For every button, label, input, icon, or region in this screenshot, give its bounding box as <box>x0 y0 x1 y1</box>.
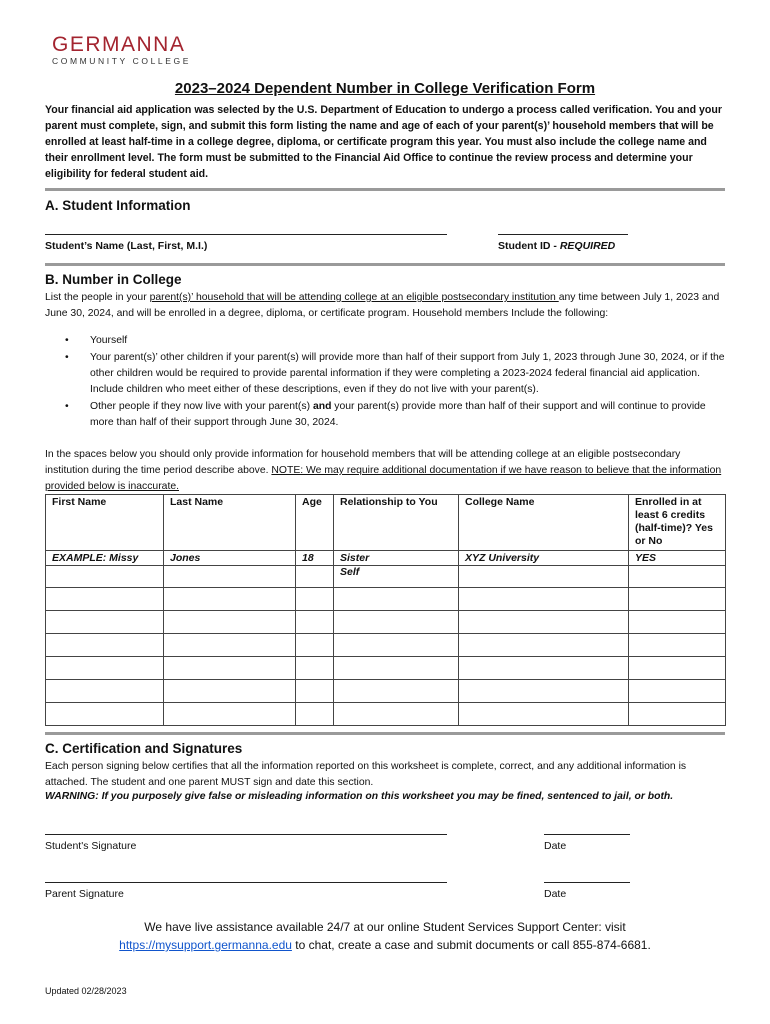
table-header-row <box>46 495 726 551</box>
table-cell[interactable] <box>334 657 459 680</box>
example-first: EXAMPLE: Missy <box>46 551 164 566</box>
table-cell[interactable] <box>459 588 629 611</box>
student-id-label <box>498 240 615 252</box>
table-cell[interactable] <box>459 634 629 657</box>
bullet3-bold: and <box>312 401 332 412</box>
table-row <box>46 634 726 657</box>
self-relationship: Self <box>334 566 459 588</box>
table-cell[interactable] <box>334 588 459 611</box>
table-cell[interactable] <box>164 703 296 726</box>
table-cell[interactable] <box>629 611 726 634</box>
list-item <box>65 399 725 431</box>
table-cell[interactable] <box>334 703 459 726</box>
example-enrolled: YES <box>629 551 726 566</box>
table-cell[interactable] <box>459 703 629 726</box>
list-item: • Your parent(s)’ other children if your parent(s) will provide more than half of their support from July 1, 2023 through June 30, 2024, or if the other children would be required to provide parental information if they were completing a 2023-2024 federal financial aid application. Include children who meet either of these descriptions, even if they do not live with your parent(s). <box>65 350 725 398</box>
table-cell[interactable] <box>164 657 296 680</box>
student-id-label-text: Student ID - <box>498 240 560 252</box>
table-cell[interactable] <box>629 566 726 588</box>
bullet3-post: your parent(s) provide more than half of their support and will continue to provide more than half of their support through June 30, 2024. <box>90 401 706 428</box>
parent-signature-line[interactable] <box>45 882 447 883</box>
table-cell[interactable] <box>296 588 334 611</box>
parent-date-line[interactable] <box>544 882 630 883</box>
student-name-label: Student’s Name (Last, First, M.I.) <box>45 240 208 252</box>
example-last: Jones <box>164 551 296 566</box>
table-row <box>46 703 726 726</box>
parent-date-label: Date <box>544 888 567 900</box>
table-cell[interactable] <box>334 634 459 657</box>
student-id-required: REQUIRED <box>559 240 616 252</box>
section-divider <box>45 188 725 191</box>
table-cell[interactable] <box>459 657 629 680</box>
section-c-heading: C. Certification and Signatures <box>45 741 243 756</box>
section-b-paragraph-1 <box>45 290 725 322</box>
student-id-line[interactable] <box>498 234 628 235</box>
table-cell[interactable] <box>334 611 459 634</box>
logo-name: GERMANNA <box>52 33 186 56</box>
table-cell[interactable] <box>164 566 296 588</box>
bullet3-pre: Other people if they now live with your parent(s) <box>90 401 313 412</box>
table-cell[interactable] <box>296 680 334 703</box>
table-cell[interactable] <box>296 634 334 657</box>
table-cell[interactable] <box>296 611 334 634</box>
example-relationship: Sister <box>334 551 459 566</box>
form-title: 2023–2024 Dependent Number in College Verification Form <box>174 80 596 97</box>
table-cell[interactable] <box>164 634 296 657</box>
student-signature-label: Student's Signature <box>45 840 137 852</box>
warning-text: WARNING: If you purposely give false or misleading information on this worksheet you may be fined, sentenced to jail, or both. <box>45 791 674 802</box>
parent-signature-label: Parent Signature <box>45 888 124 900</box>
student-name-line[interactable] <box>45 234 447 235</box>
table-cell[interactable] <box>629 588 726 611</box>
table-row <box>46 680 726 703</box>
table-cell[interactable] <box>459 680 629 703</box>
table-cell[interactable] <box>46 566 164 588</box>
table-cell[interactable] <box>46 703 164 726</box>
para2-note: NOTE: We may require additional documentation if we have reason to believe that the information provided below is inaccurate. <box>45 465 722 492</box>
section-a-heading: A. Student Information <box>45 198 191 213</box>
table-cell[interactable] <box>296 657 334 680</box>
student-date-line[interactable] <box>544 834 630 835</box>
example-college: XYZ University <box>459 551 629 566</box>
updated-date: Updated 02/28/2023 <box>45 986 127 996</box>
table-cell[interactable] <box>46 611 164 634</box>
col-relationship: Relationship to You <box>334 495 459 551</box>
table-cell[interactable] <box>459 611 629 634</box>
para1-post: any time between July 1, 2023 and June 30, 2024, and will be enrolled in a degree, diploma, or certificate program. Household members Include the following: <box>45 292 720 319</box>
table-row <box>46 657 726 680</box>
col-college-name: College Name <box>459 495 629 551</box>
table-cell[interactable] <box>46 680 164 703</box>
table-cell[interactable] <box>46 634 164 657</box>
footer-line-2-text: to chat, create a case and submit documents or call 855-874-6681. <box>291 938 651 952</box>
household-members-list <box>65 333 725 432</box>
table-cell[interactable] <box>629 703 726 726</box>
support-link[interactable]: https://mysupport.germanna.edu <box>119 938 292 952</box>
table-cell[interactable] <box>164 611 296 634</box>
table-row <box>46 611 726 634</box>
section-b-paragraph-2 <box>45 447 725 495</box>
support-footer <box>0 918 770 954</box>
section-divider <box>45 263 725 266</box>
table-cell[interactable] <box>629 657 726 680</box>
table-cell[interactable] <box>629 634 726 657</box>
section-b-heading: B. Number in College <box>45 272 182 287</box>
table-cell[interactable] <box>296 703 334 726</box>
table-cell[interactable] <box>164 680 296 703</box>
germanna-logo <box>52 34 192 68</box>
table-row <box>46 566 726 588</box>
col-first-name: First Name <box>46 495 164 551</box>
list-item: • Yourself <box>65 333 725 349</box>
student-date-label: Date <box>544 840 567 852</box>
example-age: 18 <box>296 551 334 566</box>
table-cell[interactable] <box>296 566 334 588</box>
intro-paragraph: Your financial aid application was selected by the U.S. Department of Education to undergo a process called verification. You and your parent must complete, sign, and submit this form listing the name and age of each of your parent(s)’ household members that will be enrolled at least half-time in a college degree, diploma, or certificate program this year. You must also include the college name and their enrollment level. The form must be submitted to the Financial Aid Office to continue the review process and determine your eligibility for federal student aid. <box>45 104 722 180</box>
para2-pre: In the spaces below you should only provide information for household members that will be attending college at an eligible postsecondary institution during the time period describe above. <box>45 449 681 476</box>
footer-line-2 <box>0 936 770 954</box>
table-row <box>46 588 726 611</box>
table-cell[interactable] <box>164 588 296 611</box>
logo-subtitle: COMMUNITY COLLEGE <box>52 56 191 66</box>
col-age: Age <box>296 495 334 551</box>
table-cell[interactable] <box>459 566 629 588</box>
student-signature-line[interactable] <box>45 834 447 835</box>
para1-pre: List the people in your <box>45 292 150 303</box>
example-row <box>46 551 726 566</box>
household-table <box>45 494 726 726</box>
section-c-paragraph: Each person signing below certifies that all the information reported on this worksheet is complete, correct, and any additional information is attached. The student and one parent MUST sign and date this section. <box>45 761 687 788</box>
footer-line-1: We have live assistance available 24/7 at our online Student Services Support Center: visit <box>144 920 626 934</box>
table-cell[interactable] <box>46 588 164 611</box>
col-last-name: Last Name <box>164 495 296 551</box>
table-cell[interactable] <box>629 680 726 703</box>
para1-underlined: parent(s)’ household that will be attending college at an eligible postsecondary institution <box>149 292 559 303</box>
table-cell[interactable] <box>334 680 459 703</box>
col-enrolled: Enrolled in at least 6 credits (half-time)? Yes or No <box>629 495 726 551</box>
table-cell[interactable] <box>46 657 164 680</box>
section-divider <box>45 732 725 735</box>
